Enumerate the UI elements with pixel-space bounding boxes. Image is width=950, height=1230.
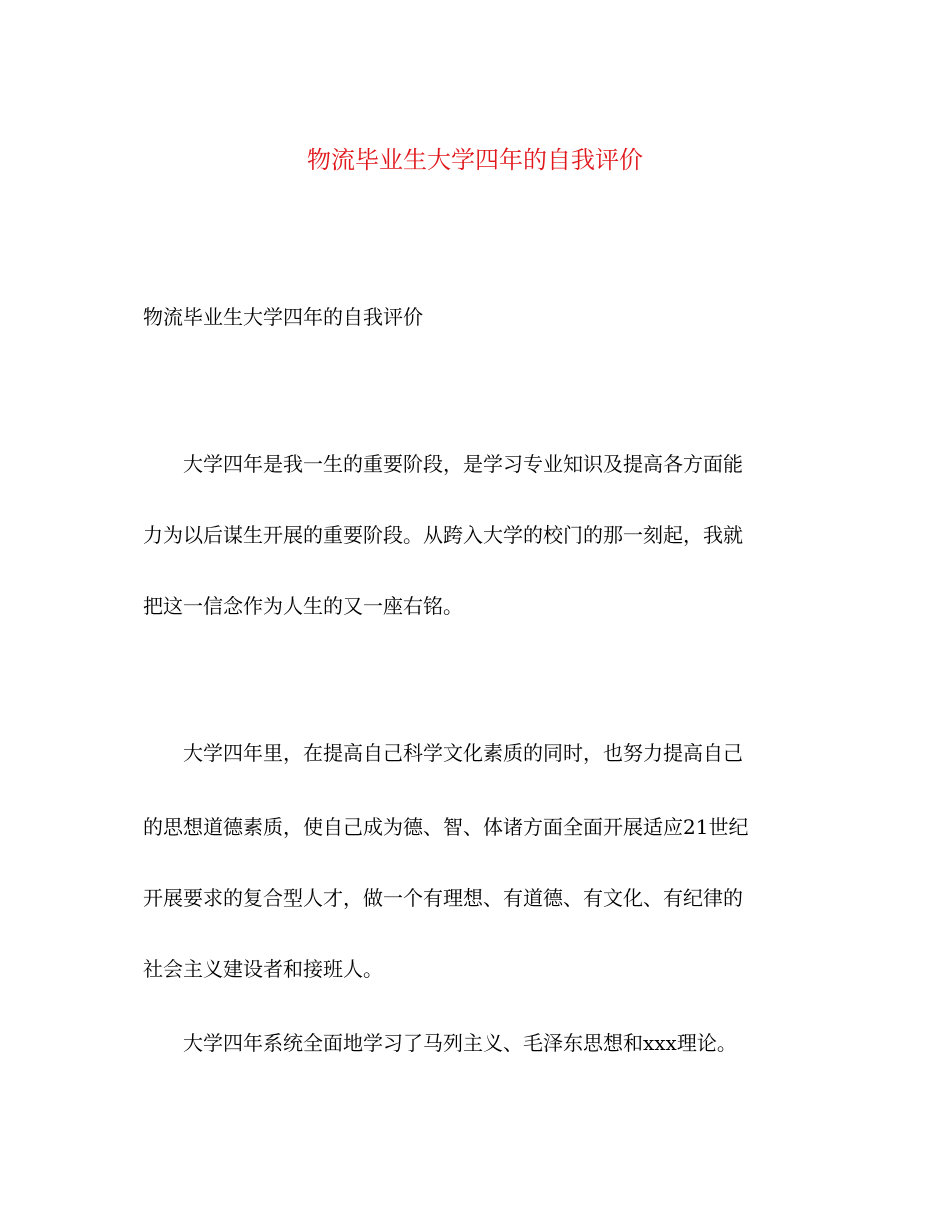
paragraph-3-line-1: 大学四年系统全面地学习了马列主义、毛泽东思想和xxx理论。 — [183, 1031, 737, 1055]
paragraph-1-line-3: 把这一信念作为人生的又一座右铭。 — [143, 594, 463, 618]
document-subtitle: 物流毕业生大学四年的自我评价 — [143, 305, 423, 329]
paragraph-1-line-1: 大学四年是我一生的重要阶段，是学习专业知识及提高各方面能 — [183, 452, 743, 476]
paragraph-2-line-2: 的思想道德素质，使自己成为德、智、体诸方面全面开展适应21世纪 — [143, 815, 749, 839]
paragraph-2-line-4: 社会主义建设者和接班人。 — [143, 957, 383, 981]
paragraph-2-line-1: 大学四年里，在提高自己科学文化素质的同时，也努力提高自己 — [183, 741, 743, 765]
document-title: 物流毕业生大学四年的自我评价 — [307, 146, 643, 174]
paragraph-1-line-2: 力为以后谋生开展的重要阶段。从跨入大学的校门的那一刻起，我就 — [143, 523, 743, 547]
paragraph-2-line-3: 开展要求的复合型人才，做一个有理想、有道德、有文化、有纪律的 — [143, 886, 743, 910]
